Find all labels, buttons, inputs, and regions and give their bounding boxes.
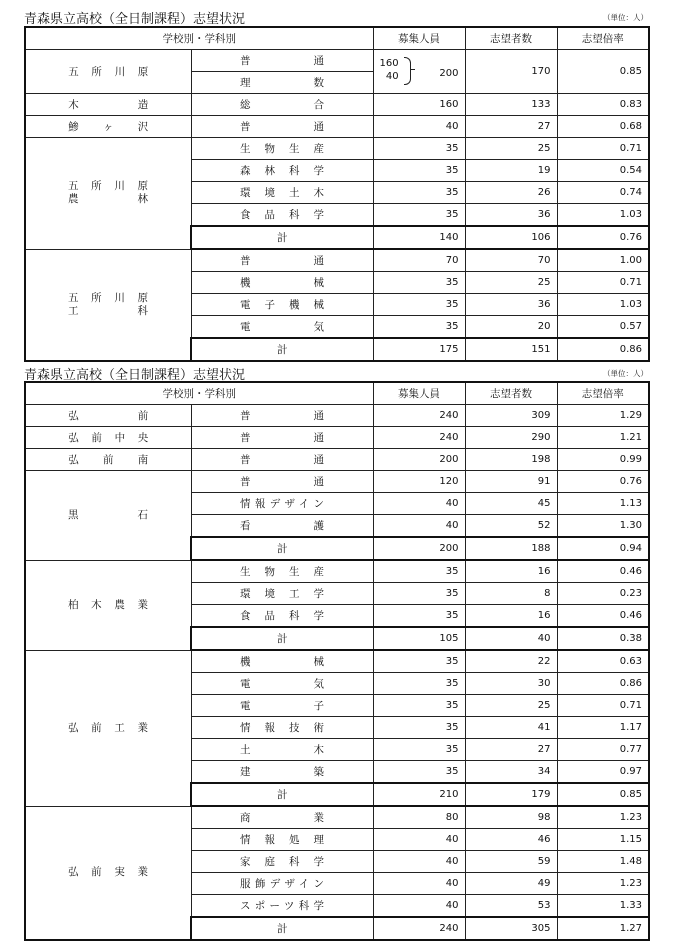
ratio-value: 1.23	[557, 873, 649, 895]
applicant-table	[24, 26, 650, 362]
capacity-value: 35	[373, 204, 465, 227]
course-name: 生物生産	[191, 138, 373, 160]
capacity-value: 240	[373, 427, 465, 449]
course-name: 機械	[191, 650, 373, 673]
ratio-value: 0.94	[557, 537, 649, 560]
applicants-value: 133	[465, 94, 557, 116]
school-name: 五所川原 工科	[25, 249, 191, 361]
capacity-value: 35	[373, 583, 465, 605]
capacity-value: 200	[373, 537, 465, 560]
header-row	[25, 27, 649, 50]
total-label: 計	[191, 537, 373, 560]
header-school-course: 学校別・学科別	[25, 27, 373, 50]
capacity-value: 35	[373, 294, 465, 316]
capacity-value: 160	[373, 94, 465, 116]
applicants-value: 198	[465, 449, 557, 471]
section-1	[24, 8, 648, 356]
header-applicants: 志望者数	[465, 382, 557, 405]
ratio-value: 0.99	[557, 449, 649, 471]
capacity-value: 40	[373, 851, 465, 873]
course-name: 服飾デザイン	[191, 873, 373, 895]
total-label: 計	[191, 783, 373, 806]
total-label: 計	[191, 226, 373, 249]
capacity-value: 40	[373, 829, 465, 851]
ratio-value: 0.46	[557, 605, 649, 628]
table-row	[25, 138, 649, 160]
capacity-value: 35	[373, 673, 465, 695]
course-name: 情報処理	[191, 829, 373, 851]
applicants-value: 106	[465, 226, 557, 249]
course-name: 普通	[191, 50, 373, 72]
applicants-value: 290	[465, 427, 557, 449]
capacity-value: 35	[373, 695, 465, 717]
table-row	[25, 116, 649, 138]
applicants-value: 53	[465, 895, 557, 918]
applicants-value: 179	[465, 783, 557, 806]
ratio-value: 0.76	[557, 226, 649, 249]
school-name: 柏木農業	[25, 560, 191, 650]
applicants-value: 25	[465, 695, 557, 717]
ratio-value: 0.85	[557, 783, 649, 806]
ratio-value: 0.85	[557, 50, 649, 94]
ratio-value: 0.71	[557, 272, 649, 294]
ratio-value: 1.15	[557, 829, 649, 851]
ratio-value: 0.63	[557, 650, 649, 673]
applicants-value: 41	[465, 717, 557, 739]
school-name: 黒石	[25, 471, 191, 561]
unit-label: （単位：人）	[603, 369, 648, 378]
ratio-value: 1.00	[557, 249, 649, 272]
capacity-total: 200	[439, 67, 459, 79]
capacity-cell	[373, 50, 465, 94]
table-row	[25, 249, 649, 272]
applicants-value: 98	[465, 806, 557, 829]
ratio-value: 0.74	[557, 182, 649, 204]
header-applicants: 志望者数	[465, 27, 557, 50]
applicant-table	[24, 381, 650, 941]
capacity-value: 120	[373, 471, 465, 493]
applicants-value: 170	[465, 50, 557, 94]
school-name: 五所川原 農林	[25, 138, 191, 250]
course-name: 生物生産	[191, 560, 373, 583]
applicants-value: 8	[465, 583, 557, 605]
course-name: 商業	[191, 806, 373, 829]
ratio-value: 0.57	[557, 316, 649, 339]
applicants-value: 30	[465, 673, 557, 695]
capacity-value: 40	[373, 873, 465, 895]
course-name: 食品科学	[191, 605, 373, 628]
applicants-value: 188	[465, 537, 557, 560]
applicants-value: 34	[465, 761, 557, 784]
capacity-breakdown: 160 40	[379, 57, 399, 82]
capacity-value: 35	[373, 605, 465, 628]
course-name: 建築	[191, 761, 373, 784]
capacity-value: 240	[373, 917, 465, 940]
table-row	[25, 427, 649, 449]
brace-icon	[404, 57, 411, 85]
ratio-value: 1.13	[557, 493, 649, 515]
course-name: 電気	[191, 316, 373, 339]
ratio-value: 1.23	[557, 806, 649, 829]
course-name: 森林科学	[191, 160, 373, 182]
course-name: スポーツ科学	[191, 895, 373, 918]
course-name: 普通	[191, 116, 373, 138]
table-row	[25, 560, 649, 583]
school-name: 弘前中央	[25, 427, 191, 449]
capacity-value: 200	[373, 449, 465, 471]
capacity-value: 40	[373, 116, 465, 138]
applicants-value: 40	[465, 627, 557, 650]
capacity-value: 105	[373, 627, 465, 650]
total-label: 計	[191, 917, 373, 940]
capacity-value: 35	[373, 717, 465, 739]
total-label: 計	[191, 338, 373, 361]
school-name: 弘前南	[25, 449, 191, 471]
section-title: 青森県立高校（全日制課程）志望状況	[24, 12, 246, 27]
ratio-value: 1.29	[557, 405, 649, 427]
capacity-value: 240	[373, 405, 465, 427]
ratio-value: 0.23	[557, 583, 649, 605]
ratio-value: 1.30	[557, 515, 649, 538]
section-title: 青森県立高校（全日制課程）志望状況	[24, 368, 246, 383]
applicants-value: 19	[465, 160, 557, 182]
course-name: 電子機械	[191, 294, 373, 316]
applicants-value: 16	[465, 605, 557, 628]
course-name: 看護	[191, 515, 373, 538]
applicants-value: 20	[465, 316, 557, 339]
applicants-value: 27	[465, 116, 557, 138]
course-name: 普通	[191, 249, 373, 272]
course-name: 理数	[191, 72, 373, 94]
school-name: 鯵ヶ沢	[25, 116, 191, 138]
capacity-value: 35	[373, 182, 465, 204]
ratio-value: 0.77	[557, 739, 649, 761]
course-name: 情報技術	[191, 717, 373, 739]
header-school-course: 学校別・学科別	[25, 382, 373, 405]
applicants-value: 70	[465, 249, 557, 272]
course-name: 環境工学	[191, 583, 373, 605]
ratio-value: 0.46	[557, 560, 649, 583]
header-capacity: 募集人員	[373, 382, 465, 405]
applicants-value: 49	[465, 873, 557, 895]
applicants-value: 59	[465, 851, 557, 873]
applicants-value: 151	[465, 338, 557, 361]
applicants-value: 16	[465, 560, 557, 583]
applicants-value: 25	[465, 138, 557, 160]
ratio-value: 0.68	[557, 116, 649, 138]
capacity-value: 35	[373, 650, 465, 673]
ratio-value: 0.83	[557, 94, 649, 116]
applicants-value: 22	[465, 650, 557, 673]
header-ratio: 志望倍率	[557, 27, 649, 50]
school-name: 五所川原	[25, 50, 191, 94]
capacity-value: 35	[373, 272, 465, 294]
applicants-value: 305	[465, 917, 557, 940]
capacity-value: 80	[373, 806, 465, 829]
applicants-value: 46	[465, 829, 557, 851]
applicants-value: 36	[465, 204, 557, 227]
capacity-value: 35	[373, 560, 465, 583]
applicants-value: 91	[465, 471, 557, 493]
header-row	[25, 382, 649, 405]
ratio-value: 1.17	[557, 717, 649, 739]
ratio-value: 0.71	[557, 138, 649, 160]
applicants-value: 45	[465, 493, 557, 515]
course-name: 情報デザイン	[191, 493, 373, 515]
school-name: 弘前実業	[25, 806, 191, 940]
course-name: 環境土木	[191, 182, 373, 204]
ratio-value: 0.54	[557, 160, 649, 182]
capacity-value: 40	[373, 895, 465, 918]
ratio-value: 0.86	[557, 338, 649, 361]
course-name: 家庭科学	[191, 851, 373, 873]
table-row	[25, 405, 649, 427]
course-name: 電気	[191, 673, 373, 695]
total-label: 計	[191, 627, 373, 650]
capacity-value: 210	[373, 783, 465, 806]
capacity-value: 35	[373, 739, 465, 761]
course-name: 普通	[191, 449, 373, 471]
course-name: 普通	[191, 405, 373, 427]
capacity-value: 40	[373, 493, 465, 515]
section-2	[24, 364, 648, 936]
ratio-value: 0.76	[557, 471, 649, 493]
ratio-value: 1.03	[557, 294, 649, 316]
school-name: 木造	[25, 94, 191, 116]
ratio-value: 1.33	[557, 895, 649, 918]
table-row	[25, 806, 649, 829]
course-name: 電子	[191, 695, 373, 717]
school-name: 弘前	[25, 405, 191, 427]
course-name: 食品科学	[191, 204, 373, 227]
applicants-value: 52	[465, 515, 557, 538]
ratio-value: 0.97	[557, 761, 649, 784]
table-row	[25, 50, 649, 72]
ratio-value: 0.86	[557, 673, 649, 695]
capacity-value: 35	[373, 138, 465, 160]
ratio-value: 0.38	[557, 627, 649, 650]
capacity-value: 175	[373, 338, 465, 361]
course-name: 普通	[191, 427, 373, 449]
capacity-value: 35	[373, 160, 465, 182]
ratio-value: 1.48	[557, 851, 649, 873]
ratio-value: 1.21	[557, 427, 649, 449]
applicants-value: 36	[465, 294, 557, 316]
ratio-value: 1.03	[557, 204, 649, 227]
course-name: 普通	[191, 471, 373, 493]
table-row	[25, 650, 649, 673]
capacity-value: 35	[373, 316, 465, 339]
school-name: 弘前工業	[25, 650, 191, 806]
ratio-value: 0.71	[557, 695, 649, 717]
course-name: 土木	[191, 739, 373, 761]
applicants-value: 25	[465, 272, 557, 294]
header-ratio: 志望倍率	[557, 382, 649, 405]
applicants-value: 26	[465, 182, 557, 204]
capacity-value: 140	[373, 226, 465, 249]
ratio-value: 1.27	[557, 917, 649, 940]
header-capacity: 募集人員	[373, 27, 465, 50]
unit-label: （単位：人）	[603, 13, 648, 22]
table-row	[25, 449, 649, 471]
table-row	[25, 471, 649, 493]
table-row	[25, 94, 649, 116]
course-name: 機械	[191, 272, 373, 294]
capacity-value: 70	[373, 249, 465, 272]
capacity-value: 40	[373, 515, 465, 538]
capacity-value: 35	[373, 761, 465, 784]
course-name: 総合	[191, 94, 373, 116]
applicants-value: 309	[465, 405, 557, 427]
applicants-value: 27	[465, 739, 557, 761]
